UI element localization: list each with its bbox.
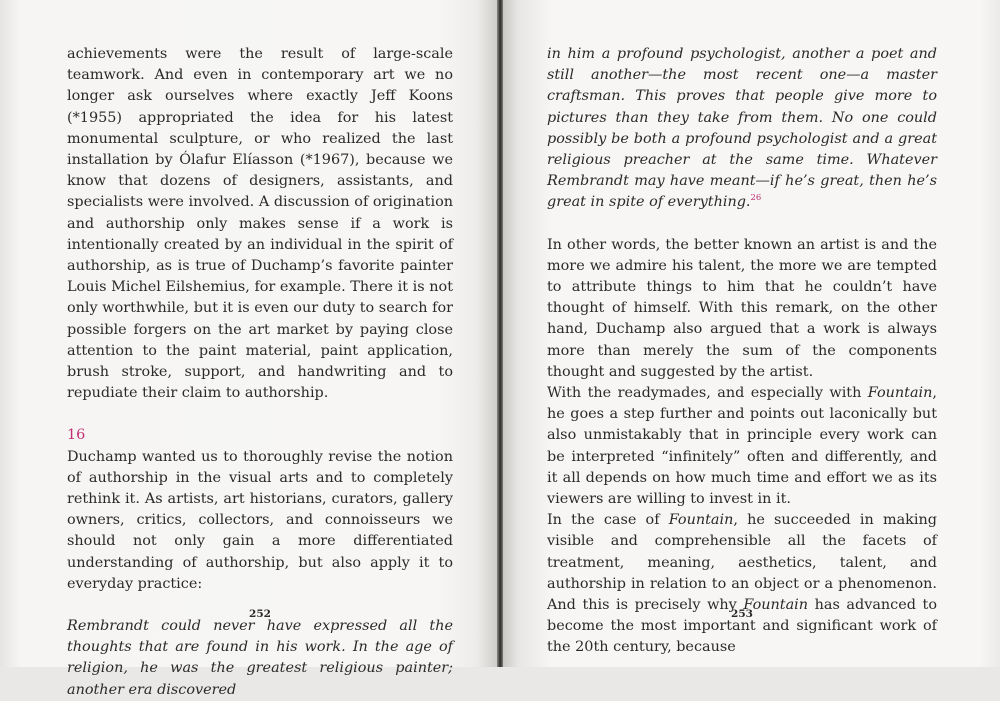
quote-text: in him a profound psychologist, another a poet and still another—the most recent one—a master craftsman. This proves that people give more to pictures than they take from them. No one could possibly be both a profound psychologist and a great religious preacher at the same time. Whatever Rembrandt may have meant—if he’s great, then he’s great in spite of everything. (547, 46, 937, 211)
right-text-block (547, 44, 937, 659)
left-page (0, 0, 497, 698)
right-page (503, 0, 1000, 667)
section-number: 16 (67, 427, 86, 444)
quote-rembrandt-end (547, 44, 937, 214)
text-run: , he succeeded in making visible and comprehensible all the facets of treatment, meaning, aesthetics, talent, and authorship in relation to an object or a phenomenon. And this is precisely why (547, 512, 937, 614)
work-title-fountain: Fountain (743, 597, 809, 614)
paragraph-spacer (67, 404, 453, 425)
text-run: , he goes a step further and points out laconically but also unmistakably that in principle every work can be interpreted “infinitely” often and differently, and it all depends on how much time and effort we as its viewers are willing to invest in it. (547, 385, 937, 508)
work-title-fountain: Fountain (668, 512, 734, 529)
text-run: has advanced to become the most important and significant work of the 20th century, because (547, 597, 937, 656)
left-text-block (67, 44, 453, 701)
page-number-right: 253 (731, 608, 753, 620)
text-run: In the case of (547, 512, 669, 529)
work-title-fountain: Fountain (867, 385, 933, 402)
paragraph-case-of-fountain (547, 510, 937, 658)
paragraph-better-known-artist: In other words, the better known an artist is and the more we admire his talent, the more we are tempted to attribute things to him that he couldn’t have thought of himself. With this remark, on the other hand, Duchamp also argued that a work is always more than merely the sum of the components thought and suggested by the artist. (547, 236, 937, 380)
footnote-reference[interactable]: 26 (750, 193, 762, 204)
paragraph-authorship-teamwork: achievements were the result of large-scale teamwork. And even in contemporary art we no longer ask ourselves where exactly Jeff Koons (*1955) appropriated the idea for his latest monumental sculpture, or who realized the last installation by Ólafur Elíasson (*1967), because we know that dozens of designers, assistants, and specialists were involved. A discussion of origination and authorship only makes sense if a work is intentionally created by an individual in the spirit of authorship, as is true of Duchamp’s favorite painter Louis Michel Eilshemius, for example. There it is not only worthwhile, but it is even our duty to search for possible forgers on the art market by paying close attention to the paint material, paint application, brush stroke, support, and handwriting and to repudiate their claim to authorship. (67, 46, 453, 402)
page-number-left: 252 (249, 608, 271, 620)
paragraph-spacer (547, 214, 937, 235)
paragraph-readymades (547, 383, 937, 510)
paragraph-duchamp-authorship: Duchamp wanted us to thoroughly revise the notion of authorship in the visual arts and to completely rethink it. As artists, art historians, curators, gallery owners, critics, collectors, and connoisseurs we should not only gain a more differentiated understanding of authorship, but also apply it to everyday practice: (67, 448, 453, 592)
quote-rembrandt-start: Rembrandt could never have expressed all the thoughts that are found in his work. In the age of religion, he was the greatest religious painter; another era discovered (67, 618, 453, 698)
text-run: With the readymades, and especially with (547, 385, 868, 402)
